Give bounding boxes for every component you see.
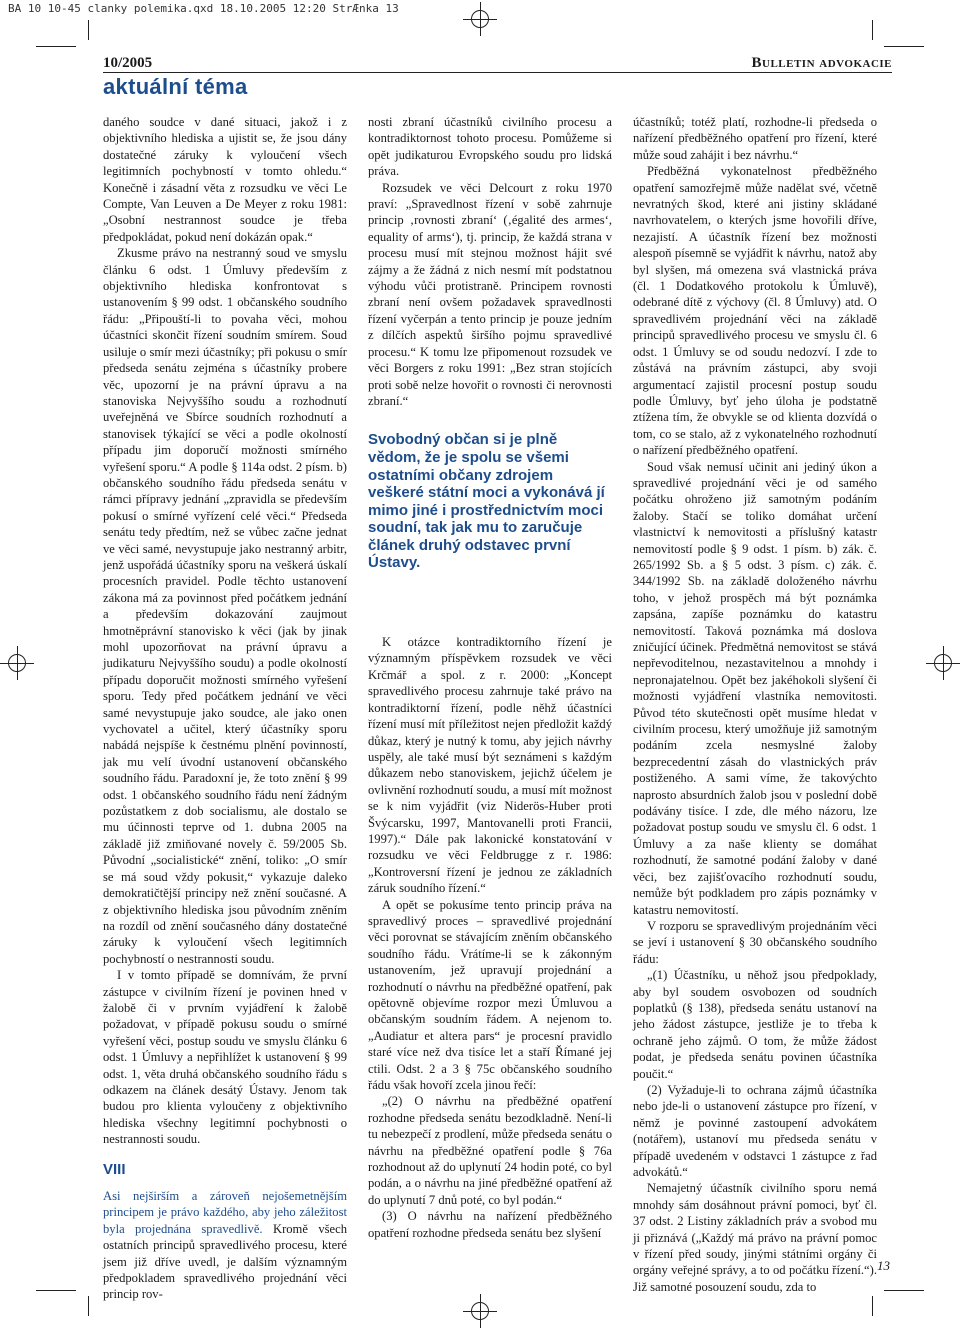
section-number: VIII bbox=[103, 1160, 126, 1178]
header-rule bbox=[103, 72, 892, 73]
crop-mark bbox=[884, 46, 924, 47]
paragraph: (3) O návrhu na nařízení předběžného opatření rozhodne předseda senátu bez slyšení bbox=[368, 1209, 612, 1240]
lead-continuation: Kromě všech ostatních principů spravedlivého procesu, které jsem již dříve uvedl, je dalším významným předpokladem spravedlivého projednání věci princip rov- bbox=[103, 1221, 347, 1302]
crop-mark bbox=[88, 1296, 89, 1316]
print-slug: BA 10 10-45 clanky polemika.qxd 18.10.2005 12:20 StrÆnka 13 bbox=[8, 2, 399, 15]
paragraph: daného soudce v dané situaci, jakož i z objektivního hlediska a ujistit se, že jsou dány dostatečné záruky k vyloučení všech legitimních pochybností v tomto ohledu.“ Konečně i zásadní věta z rozsudku ve věci Le Compte, Van Leuven a De Meyer z roku 1981: „Osobní nestrannost soudce je třeba předpokládat, pokud není dokázán opak.“ bbox=[103, 115, 347, 244]
pull-quote: Svobodný občan si je plně vědom, že je spolu se všemi ostatními občany zdrojem veškeré státní moci a vykonává jí mimo jiné i prostřednictvím moci soudní, tak jak mu to zaručuje článek druhý odstavec první Ústavy. bbox=[368, 431, 605, 572]
paragraph: nosti zbraní účastníků civilního procesu a kontradiktornost tohoto procesu. Pomůžeme si opět judikaturou Evropského soudu pro lidská práva. bbox=[368, 115, 612, 179]
registration-mark-icon bbox=[463, 1294, 497, 1328]
paragraph: Nemajetný účastník civilního sporu nemá mnohdy sám dosáhnout právní pomoci, byť čl. 37 odst. 2 Listiny základních práv a svobod mu ji přiznává („Každý má právo na právní pomoc v řízení před soudy, jinými státními orgány či orgány veřejné správy, a to od počátku řízení.“). Již samotné posouzení soudu, zda to bbox=[633, 1181, 877, 1294]
crop-mark bbox=[36, 1290, 76, 1291]
paragraph: (2) Vyžaduje-li to ochrana zájmů účastníka nebo jde-li o ustanovení zástupce pro řízení, v němž je povinné zastoupení advokátem (notářem), ustanoví mu předseda senátu v případě uvedeném v odstavci 1 zástupce z řad advokátů.“ bbox=[633, 1082, 877, 1179]
page-number: 13 bbox=[877, 1258, 890, 1273]
crop-mark bbox=[88, 20, 89, 40]
section-title: aktuální téma bbox=[103, 74, 248, 99]
registration-mark-icon bbox=[926, 646, 960, 680]
paragraph: I v tomto případě se domnívám, že první zástupce v civilním řízení je povinen hned v žalobě či v prvním vyjádření k žalobě požadovat, v případě pokusu soudu o smírné vyřešení věci, postup soudu ve smyslu článku 6 odst. 1 Úmluvy a nepřihlížet k ustanovení § 99 odst. 1, věta druhá občanského soudního řádu s odkazem na článek desátý Ústavy. Jenom tak budou pro klienta vyloučeny z objektivního hlediska všechny legitimní pochybnosti o nestrannosti soudu. bbox=[103, 968, 347, 1147]
paragraph bbox=[103, 1188, 347, 1303]
registration-mark-icon bbox=[463, 2, 497, 36]
lead-text: Asi nejširším a zároveň nejošemetnějším principem je právo každého, aby jeho záležitost byla projednána spravedlivě. bbox=[103, 1189, 347, 1236]
paragraph: Předběžná vykonatelnost předběžného opatření samozřejmě může nadělat své, včetně nevratných škod, které ani jistiny skládané navrhovatelem, o kterých jsme hovořili dříve, nezajistí. A účastník řízení bez možnosti alespoň písemně se vyjádřit k návrhu, natož aby byl slyšen, má omezena svá vlastnická práva (čl. 1 Dodatkového protokolu k Úmluvě), odebrané dítě z výchovy (čl. 8 Úmluvy) atd. O spravedlivém projednání věci na základě principů spravedlivého procesu ve smyslu čl. 6 odst. 1 Úmluvy se od soudu nedozví. I zde to zůstává na právním zástupci, aby svoji argumentací zajistil procesní postup soudu podle Úmluvy, byť jeho úloha je podstatně ztížena tím, že obvykle se od klienta dozvídá o tom, co se stalo, až z vykonatelného rozhodnutí o nařízení předběžného opatření. bbox=[633, 164, 877, 458]
paragraph: Soud však nemusí učinit ani jediný úkon a spravedlivé projednání věci je od samého počátku ohroženo již samotným podáním žaloby. Stačí se toliko domáhat určení vlastnictví k nemovitosti a příslušný katastr nemovitostí podle § 9 odst. 1 písm. b) zák. č. 265/1992 Sb. a § 5 odst. 3 písm. c) zák. č. 344/1992 Sb. na základě doloženého návrhu toho, v jehož prospěch má být poznámka zapsána, zapíše poznámku do katastru nemovitostí. Taková poznámka má doslova zničující účinek. Předmětná nemovitost se stává nepřevoditelnou, nezastavitelnou a mnohdy i nepronajatelnou. Opět bez jakéhokoli slyšení či možnosti vyjádření vlastníka nemovitosti. Původ této skutečnosti opět musíme hledat v civilním procesu, který umožňuje již samotným podáním zcela nesmyslné žaloby bezprecedentní zásah do vlastnických práv postiženého. A sami víme, že takovýchto naprosto absurdních žalob jsou v poslední době podávány tisíce. I zde, dle mého názoru, lze požadovat postup soudu ve smyslu čl. 6 odst. 1 Úmluvy a za naše klienty se domáhat rozhodnutí, že samotné podání žaloby v dané věci, bez zajišťovacího rozhodnutí soudu, nemůže být podkladem pro zápis poznámky v katastru nemovitostí. bbox=[633, 459, 877, 917]
registration-mark-icon bbox=[0, 646, 34, 680]
paragraph: V rozporu se spravedlivým projednáním věci se jeví i ustanovení § 30 občanského soudního řádu: bbox=[633, 918, 877, 966]
text-column-1 bbox=[103, 114, 347, 1303]
issue-number: 10/2005 bbox=[103, 55, 153, 71]
paragraph: K otázce kontradiktorního řízení je významným příspěvkem rozsudek ve věci Krčmář a spol. z r. 2000: „Koncept spravedlivého procesu zahrnuje také právo na kontradiktorní řízení, podle něhž účastníci řízení musí mít příležitost nejen předložit každý důkaz, který je nutný k tomu, aby jejich návrhy uspěly, ale také musí být seznámeni s každým důkazem nebo stanoviskem, jejichž účelem je ovlivnění rozhodnutí soudu, a musí mít možnost se k nim vyjádřit (viz Niderös-Huber proti Švýcarsku, 1997, Mantovanelli proti Francii, 1997).“ Dále pak lakonické konstatování v rozsudku ve věci Feldbrugge z r. 1986: „Kontroversní řízení je jednou ze základních záruk soudního řízení.“ bbox=[368, 635, 612, 896]
text-column-2 bbox=[368, 114, 612, 1241]
paragraph: Rozsudek ve věci Delcourt z roku 1970 praví: „Spravedlnost řízení v sobě zahrnuje princip ‚rovnosti zbraní‘ (‚égalité des armes‘, equality of arms‘), tj. princip, že každá strana v procesu musí mít stejnou možnost hájit své zájmy a že žádná z nich nesmí mít podstatnou výhodu vůči protistraně. Principem rovnosti zbraní není ovšem požadavek spravedlnosti řízení vyčerpán a tento princip je pouze jedním z dílčích aspektů širšího pojmu spravedlivé procesu.“ K tomu lze připomenout rozsudek ve věci Borgers z roku 1991: „Bez stran stojících proti sobě nelze hovořit o rovnosti či nerovnosti zbraní.“ bbox=[368, 180, 612, 408]
crop-mark bbox=[884, 1290, 924, 1291]
paragraph: účastníků; totéž platí, rozhodne-li předseda o nařízení předběžného opatření pro řízení, které může soud zahájit i bez návrhu.“ bbox=[633, 115, 877, 162]
text-column-3 bbox=[633, 114, 877, 1295]
crop-mark bbox=[872, 1296, 873, 1316]
publication-title: Bulletin advokacie bbox=[751, 55, 892, 71]
paragraph: Zkusme právo na nestranný soud ve smyslu článku 6 odst. 1 Úmluvy především z objektivního hlediska konfrontovat s ustanovením § 99 odst. 1 občanského soudního řádu: „Připouští-li to povaha věci, mohou účastníci skončit řízení soudním smírem. Soud usiluje o smír mezi účastníky; při pokusu o smír předseda senátu zejména s účastníky probere věc, upozorní je na právní úpravu a na stanoviska Nejvyššího soudu a rozhodnutí uveřejněná ve Sbírce soudních rozhodnutí a stanovisek týkající se věci a podle okolností případu jim doporučí možnosti smírného vyřešení sporu.“ A podle § 114a odst. 2 písm. b) občanského soudního řádu předseda senátu v rámci přípravy jednání „zpravidla se především pokusí o smírné vyřízení celé věci.“ Předseda senátu tedy předtím, než se vůbec začne jednat ve věci samé, nevystupuje jako nestranný arbitr, jenž uspořádá účastníky sporu na veškerá úskalí procesních pravidel. Podle těchto ustanovení zákona má za povinnost před počátkem jednání a především dokazování zaujmout hmotněprávní stanovisko k věci (jak by jinak mohl upozorňovat na právní úpravu a judikaturu Nejvyššího soudu) a podle okolností případu doporučit možnosti smírného vyřešení sporu. Tedy před počátkem jednání ve věci samé nevystupuje jako soudce, ale jako onen vychovatel a učitel, který účastníky sporu nabádá nejspíše k čestnému plnění povinností, jak mu velí úvodní ustanovení občanského soudního řádu. Paradoxní je, že toto znění § 99 odst. 1 občanského soudního řádu není žádným pozůstatkem z dob socialismu, ale dostalo se mu účinnosti teprve od 1. dubna 2005 na základě již zmiňované novely č. 59/2005 Sb. Původní „socialistické“ znění, toliko: „O smír se má soud vždy pokusit,“ vykazuje daleko demokratičtější principy než znění současné. A z objektivního hlediska jsou původním zněním na rozdíl od znění současného dány dostatečné záruky k vyloučení všech legitimních pochybností o nestrannosti soudu. bbox=[103, 246, 347, 966]
paragraph: „(2) O návrhu na předběžné opatření rozhodne předseda senátu bezodkladně. Není-li tu nebezpečí z prodlení, může předseda senátu o návrhu na předběžné opatření podle § 76a rozhodnout až do uplynutí 24 hodin poté, co byl podán, a o návrhu na jiné předběžné opatření až do uplynutí 7 dnů poté, co byl podán.“ bbox=[368, 1094, 612, 1207]
crop-mark bbox=[36, 46, 76, 47]
crop-mark bbox=[872, 20, 873, 40]
paragraph: A opět se pokusíme tento princip práva na spravedlivý proces – spravedlivé projednání věci porovnat se stávajícím zněním občanského soudního řádu. Vrátíme-li se k zákonným ustanovením, jež upravují projednání a rozhodnutí o návrhu na předběžné opatření, pak opětovně objevíme rozpor mezi Úmluvou a občanským soudním řádem. A nejenom to. „Audiatur et altera pars“ je procesní pravidlo staré více než dva tisíce let a staří Římané jej ctili. Odst. 2 a 3 § 75c občanského soudního řádu však hovoří zcela jinou řečí: bbox=[368, 897, 612, 1093]
paragraph: „(1) Účastníku, u něhož jsou předpoklady, aby byl soudem osvobozen od soudních poplatků (§ 138), předseda senátu ustanoví na jeho žádost zástupce, jestliže je to třeba k ochraně jeho zájmů. O tom, že může žádost podat, je předseda senátu povinen účastníka poučit.“ bbox=[633, 968, 877, 1081]
